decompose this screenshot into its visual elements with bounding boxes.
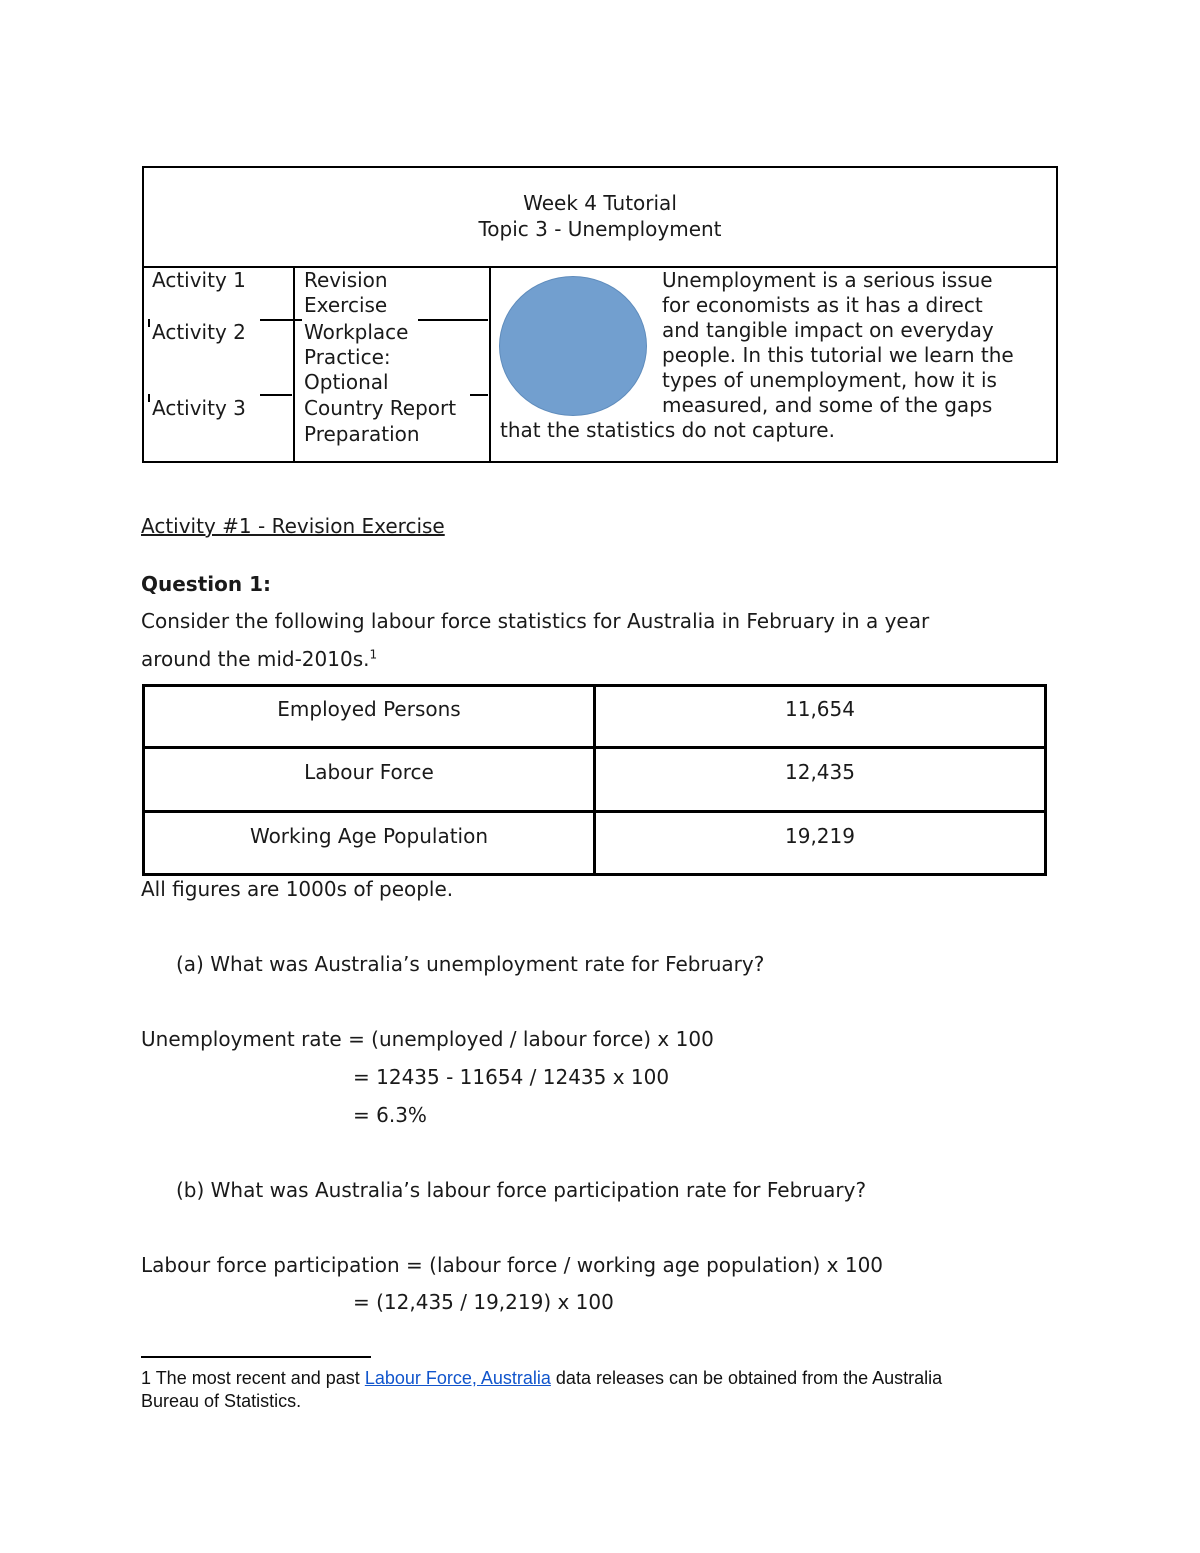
part-b-question: (b) What was Australia’s labour force participation rate for February? — [176, 1178, 867, 1202]
description-line-6: measured, and some of the gaps — [662, 393, 993, 417]
question-intro-line2-text: around the mid-2010s. — [141, 647, 370, 671]
part-a-line2: = 12435 - 11654 / 12435 x 100 — [353, 1065, 670, 1089]
table-row-3-value: 19,219 — [785, 824, 855, 848]
activity-3-label: Activity 3 — [152, 396, 246, 420]
activity-heading: Activity #1 - Revision Exercise — [141, 514, 445, 538]
labour-force-australia-link[interactable]: Labour Force, Australia — [364, 1368, 551, 1388]
table-note: All figures are 1000s of people. — [141, 877, 454, 901]
description-line-3: and tangible impact on everyday — [662, 318, 994, 342]
tutorial-title: Week 4 Tutorial — [523, 191, 677, 215]
footnote-text-after: data releases can be obtained from the Australia — [550, 1368, 943, 1388]
footnote-text-before: The most recent and past — [151, 1368, 365, 1388]
table-row-2-label: Labour Force — [304, 760, 434, 784]
activity-3-desc-line2: Preparation — [304, 422, 420, 446]
activity-2-desc-line1: Workplace — [304, 320, 409, 344]
table-row-2-value: 12,435 — [785, 760, 855, 784]
description-line-1: Unemployment is a serious issue — [662, 268, 993, 292]
activity-2-desc-line2: Practice: — [304, 345, 391, 369]
description-line-4: people. In this tutorial we learn the — [662, 343, 1014, 367]
part-a-line3: = 6.3% — [353, 1103, 427, 1127]
question-intro-line2 — [141, 646, 377, 672]
part-b-line1: Labour force participation = (labour force / working age population) x 100 — [141, 1253, 884, 1277]
activity-3-desc-line1: Country Report — [304, 396, 457, 420]
table-row-1-label: Employed Persons — [277, 697, 461, 721]
footnote-line1 — [141, 1367, 942, 1390]
labour-stats-table — [142, 684, 1047, 876]
footnote-reference[interactable]: 1 — [369, 647, 378, 662]
part-a-question: (a) What was Australia’s unemployment rate for February? — [176, 952, 765, 976]
description-line-5: types of unemployment, how it is — [662, 368, 997, 392]
part-a-line1: Unemployment rate = (unemployed / labour force) x 100 — [141, 1027, 714, 1051]
table-row-3-label: Working Age Population — [249, 824, 489, 848]
tutorial-topic: Topic 3 - Unemployment — [478, 217, 722, 241]
footnote-line2: Bureau of Statistics. — [141, 1391, 302, 1411]
description-line-7: that the statistics do not capture. — [500, 418, 835, 442]
activity-1-desc-line1: Revision — [304, 268, 388, 292]
question-intro-line1: Consider the following labour force statistics for Australia in February in a year — [141, 609, 930, 633]
description-line-2: for economists as it has a direct — [662, 293, 983, 317]
question-label: Question 1: — [141, 572, 271, 596]
part-b-line2: = (12,435 / 19,219) x 100 — [353, 1290, 614, 1314]
decorative-circle — [499, 276, 647, 416]
activity-1-label: Activity 1 — [152, 268, 246, 292]
activity-2-label: Activity 2 — [152, 320, 246, 344]
footnote-number: 1 — [141, 1368, 152, 1388]
tutorial-header-table — [142, 166, 1058, 463]
activity-1-desc-line2: Exercise — [304, 293, 388, 317]
activity-2-desc-line3: Optional — [304, 370, 389, 394]
footnote-separator — [141, 1356, 371, 1358]
table-row-1-value: 11,654 — [785, 697, 855, 721]
